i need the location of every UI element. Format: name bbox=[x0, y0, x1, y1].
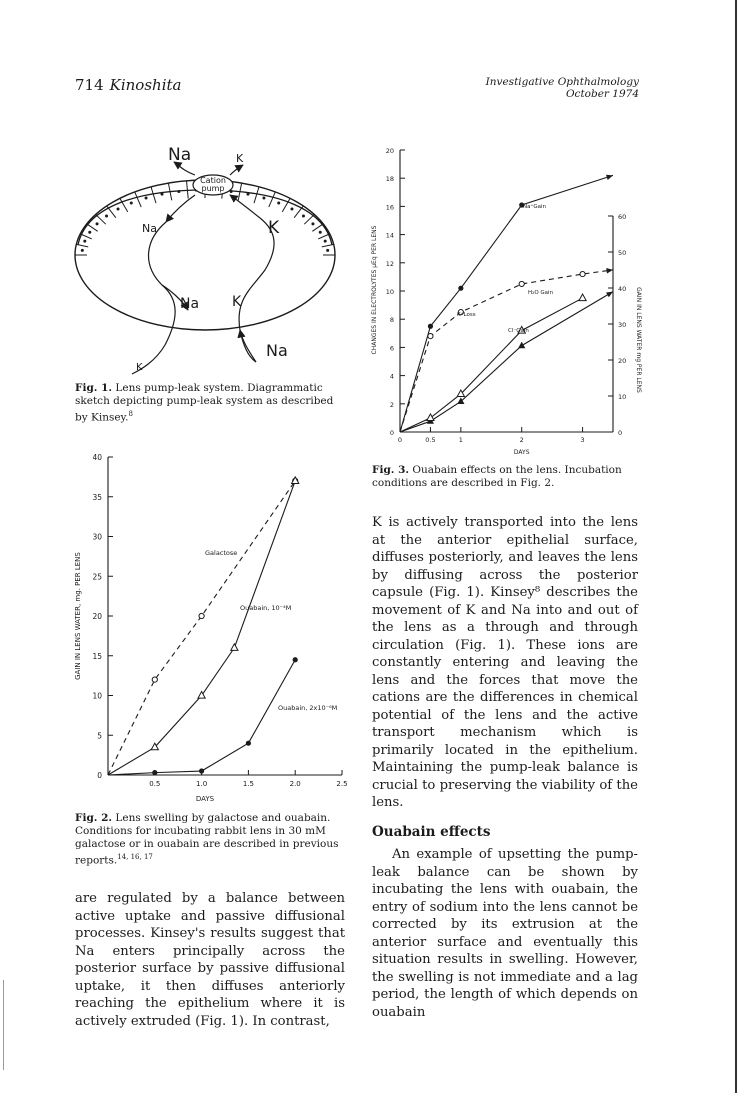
cell-nucleus bbox=[83, 240, 86, 243]
cell-nucleus bbox=[88, 231, 91, 234]
x-tick-label: 0.5 bbox=[149, 780, 161, 788]
fig1-caption-text: Lens pump-leak system. Diagrammatic sketch depicting pump-leak system as described by Kinsey. bbox=[75, 382, 334, 424]
y-tick-label: 20 bbox=[385, 147, 394, 155]
cell-nucleus bbox=[311, 222, 314, 225]
series-label: Galactose bbox=[205, 549, 238, 557]
y-tick-label: 16 bbox=[385, 203, 394, 212]
y-tick-label: 0 bbox=[389, 429, 394, 437]
cell-wall bbox=[269, 192, 275, 207]
running-author: Kinoshita bbox=[109, 76, 182, 94]
fig1-diagram bbox=[70, 140, 360, 380]
data-point bbox=[152, 677, 157, 682]
x-tick-label: 3 bbox=[580, 436, 585, 444]
cell-nucleus bbox=[290, 208, 293, 211]
x-tick-label: 2 bbox=[519, 436, 524, 444]
cell-nucleus bbox=[324, 240, 327, 243]
cell-nucleus bbox=[81, 249, 84, 252]
y-tick-label: 20 bbox=[92, 612, 102, 621]
y-tick-label: 30 bbox=[92, 532, 102, 542]
fig2-caption-text: Lens swelling by galactose and ouabain. Conditions for incubating rabbit lens in 30 mM galactose or in ouabain are described in previous reports. bbox=[75, 812, 339, 867]
y2-tick-label: 60 bbox=[618, 213, 627, 221]
series-label: Cl⁻Gain bbox=[508, 328, 529, 334]
na-bottom-arrow bbox=[240, 330, 256, 362]
series-line bbox=[400, 270, 613, 432]
y-tick-label: 5 bbox=[97, 731, 102, 741]
x-axis-label: DAYS bbox=[195, 795, 215, 803]
y2-tick-label: 30 bbox=[618, 321, 627, 329]
data-point bbox=[199, 768, 204, 773]
page-header-right bbox=[486, 76, 639, 100]
series-0 bbox=[400, 175, 613, 432]
series-line bbox=[108, 481, 295, 775]
cell-wall bbox=[76, 244, 88, 247]
right-column-text bbox=[372, 514, 638, 1021]
fig2-chart bbox=[60, 445, 360, 810]
cell-nucleus bbox=[105, 215, 108, 218]
data-point bbox=[519, 281, 524, 286]
cell-wall bbox=[80, 234, 92, 239]
fig1-caption-ref: 8 bbox=[128, 410, 133, 418]
series-1 bbox=[108, 477, 299, 775]
cell-nucleus bbox=[96, 222, 99, 225]
cell-nucleus bbox=[262, 196, 265, 199]
series-label: K⁺Loss bbox=[457, 312, 476, 318]
y-tick-label: 40 bbox=[92, 453, 102, 462]
x-tick-label: 0.5 bbox=[425, 436, 436, 444]
k-in-arrow bbox=[230, 165, 243, 175]
y-tick-label: 14 bbox=[385, 231, 394, 240]
right-column-paragraph-1: K is actively transported into the lens at the anterior epithelial surface, diffuses posteriorly, and leaves the lens by diffusing across the posterior capsule (Fig. 1). Kinsey⁸ describes the movement of K and Na into and out of the lens as a through and through circulation (Fig. 1). These ions are constantly entering and leaving the lens and the forces that move the cations are the differences in chemical potential of the lens and the active transport mechanism which is primarily located in the epithelium. Maintaining the pump-leak balance is crucial to preserving the viability of the lens. bbox=[372, 515, 638, 810]
cell-nucleus bbox=[161, 193, 164, 196]
y2-tick-label: 10 bbox=[618, 393, 627, 401]
data-point bbox=[246, 741, 251, 746]
series-arrowhead bbox=[606, 268, 613, 273]
fig3-caption-text: Ouabain effects on the lens. Incubation conditions are described in Fig. 2. bbox=[372, 464, 622, 489]
cell-wall bbox=[294, 206, 303, 218]
label-k-mid: K bbox=[232, 294, 242, 310]
y2-tick-label: 0 bbox=[618, 429, 623, 437]
series-3 bbox=[400, 294, 586, 432]
label-na-bottom: Na bbox=[266, 341, 288, 360]
x-tick-label: 1.5 bbox=[242, 780, 254, 788]
epithelium-inner-outline bbox=[78, 190, 332, 245]
na-path-arrow bbox=[166, 195, 195, 222]
y-axis-label: GAIN IN LENS WATER, mg. PER LENS bbox=[74, 552, 82, 680]
series-1 bbox=[400, 268, 613, 432]
cell-wall bbox=[151, 187, 156, 203]
cell-wall bbox=[135, 192, 141, 207]
cell-nucleus bbox=[145, 196, 148, 199]
scan-mark bbox=[3, 980, 4, 1070]
x-tick-label: 0 bbox=[397, 436, 403, 444]
y2-tick-label: 50 bbox=[618, 249, 627, 257]
cell-wall bbox=[186, 181, 188, 199]
series-label: Ouabain, 10⁻⁴M bbox=[240, 604, 292, 612]
left-column-paragraph: are regulated by a balance between active uptake and passive diffusional processes. Kinsey's results suggest that Na enters principally across the posterior surface by passive diffusional uptake, it then diffuses anteriorly reaching the epithelium where it is actively extruded (Fig. 1). In contrast, bbox=[75, 891, 345, 1029]
x-tick-label: 2.5 bbox=[336, 780, 348, 788]
y-tick-label: 35 bbox=[92, 492, 102, 502]
cell-nucleus bbox=[177, 190, 180, 193]
left-loop-curve bbox=[132, 222, 175, 374]
cell-nucleus bbox=[117, 208, 120, 211]
label-k-right: K bbox=[268, 218, 280, 238]
data-point bbox=[199, 613, 204, 618]
series-line bbox=[400, 298, 583, 432]
y-tick-label: 10 bbox=[385, 288, 394, 296]
fig2-caption-ref: 14, 16, 17 bbox=[117, 853, 153, 861]
left-column-text bbox=[75, 890, 345, 1030]
cell-nucleus bbox=[277, 201, 280, 204]
lens-outer-outline bbox=[75, 180, 335, 330]
fig1-caption bbox=[75, 382, 345, 425]
data-point bbox=[580, 271, 585, 276]
label-na-top: Na bbox=[168, 145, 192, 165]
label-k-bottom: K bbox=[136, 362, 143, 373]
cell-wall bbox=[87, 224, 98, 231]
series-line bbox=[108, 481, 295, 775]
y2-tick-label: 20 bbox=[618, 357, 627, 365]
pump-label-2: pump bbox=[201, 184, 225, 193]
section-heading: Ouabain effects bbox=[372, 823, 491, 840]
data-point bbox=[518, 342, 525, 349]
cell-wall bbox=[318, 234, 330, 239]
cell-nucleus bbox=[130, 201, 133, 204]
y-tick-label: 0 bbox=[97, 771, 102, 780]
data-point bbox=[293, 657, 298, 662]
series-line bbox=[400, 175, 613, 432]
fig3-caption-label: Fig. 3. bbox=[372, 464, 410, 476]
fig1-caption-label: Fig. 1. bbox=[75, 382, 113, 394]
y-tick-label: 4 bbox=[389, 372, 394, 381]
cell-wall bbox=[254, 187, 259, 203]
series-label: Ouabain, 2x10⁻⁶M bbox=[278, 704, 338, 712]
x-tick-label: 1.0 bbox=[196, 780, 208, 788]
data-point bbox=[231, 644, 238, 651]
data-point bbox=[428, 334, 433, 339]
y-tick-label: 8 bbox=[389, 316, 394, 325]
page-header-left bbox=[75, 76, 181, 94]
cell-nucleus bbox=[246, 193, 249, 196]
journal-issue: October 1974 bbox=[565, 88, 639, 100]
cell-wall bbox=[312, 224, 323, 231]
y-tick-label: 15 bbox=[92, 651, 102, 661]
series-arrowhead bbox=[606, 292, 613, 298]
data-point bbox=[458, 286, 463, 291]
fig2-caption bbox=[75, 812, 345, 868]
y-tick-label: 2 bbox=[389, 400, 394, 409]
label-na-mid: Na bbox=[180, 296, 200, 312]
series-label: Na⁺Gain bbox=[523, 204, 547, 210]
y-axis-label: CHANGES IN ELECTROLYTES μEq PER LENS bbox=[371, 225, 378, 355]
data-point bbox=[152, 770, 157, 775]
series-line bbox=[400, 292, 613, 432]
cell-wall bbox=[107, 206, 116, 218]
x-axis-label: DAYS bbox=[513, 449, 530, 456]
x-tick-label: 2.0 bbox=[289, 780, 301, 788]
fig2-caption-label: Fig. 2. bbox=[75, 812, 113, 824]
series-2 bbox=[400, 290, 613, 432]
fig3-chart bbox=[365, 140, 655, 460]
series-label: H₂O Gain bbox=[528, 290, 554, 296]
y-tick-label: 12 bbox=[385, 259, 394, 268]
journal-name: Investigative Ophthalmology bbox=[485, 76, 639, 88]
label-na-left: Na bbox=[142, 222, 157, 235]
y-tick-label: 10 bbox=[92, 691, 102, 701]
x-tick-label: 1 bbox=[458, 436, 463, 444]
series-arrowhead bbox=[606, 175, 613, 180]
page-number: 714 bbox=[75, 76, 104, 94]
y-tick-label: 6 bbox=[389, 344, 394, 353]
pump-label-1: Cation bbox=[200, 176, 226, 185]
cell-nucleus bbox=[302, 215, 305, 218]
series-2 bbox=[108, 657, 337, 775]
data-point bbox=[427, 414, 434, 421]
y2-axis-label: GAIN IN LENS WATER mg PER LENS bbox=[635, 287, 642, 393]
data-point bbox=[579, 294, 586, 301]
series-0 bbox=[108, 478, 298, 775]
label-k-top: K bbox=[236, 152, 244, 165]
cell-wall bbox=[322, 244, 334, 247]
fig3-caption bbox=[372, 464, 638, 490]
cell-nucleus bbox=[326, 249, 329, 252]
cell-nucleus bbox=[319, 231, 322, 234]
y-tick-label: 25 bbox=[92, 572, 102, 582]
y2-tick-label: 40 bbox=[618, 285, 627, 293]
right-column-paragraph-2: An example of upsetting the pump-leak balance can be shown by incubating the lens with ouabain, the entry of sodium into the lens cannot be corrected by its extrusion at the anterior surface and eventually this situation results in swelling. However, the swelling is not immediate and a lag period, the length of which depends on ouabain bbox=[372, 847, 638, 1020]
data-point bbox=[428, 324, 433, 329]
y-tick-label: 18 bbox=[385, 175, 394, 184]
